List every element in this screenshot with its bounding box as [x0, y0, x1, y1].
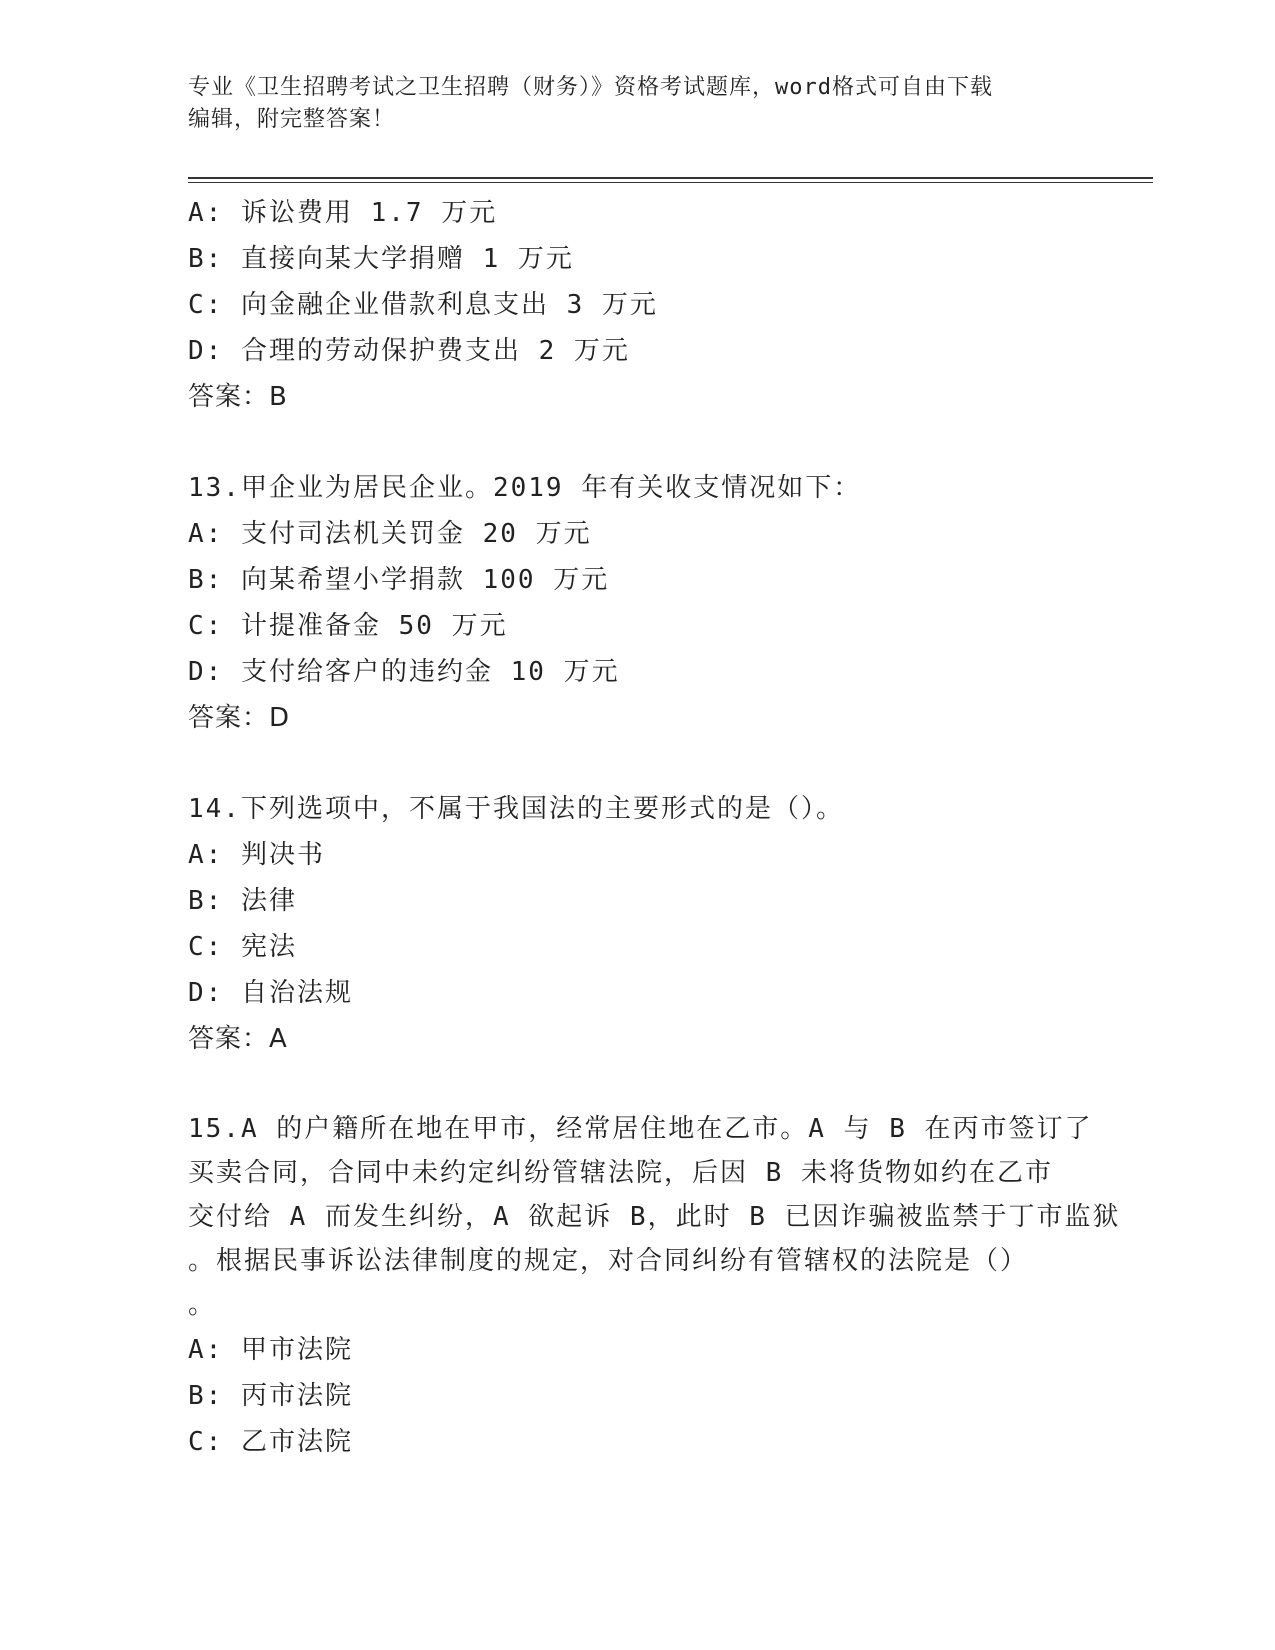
question-15: [188, 1107, 1121, 1465]
document-header: [188, 72, 1068, 136]
answer: 答案：A: [188, 1024, 288, 1054]
spacer: [188, 1062, 1088, 1107]
question-14: [188, 786, 1088, 1062]
question-text: 14.下列选项中，不属于我国法的主要形式的是（）。: [188, 794, 844, 824]
spacer: [188, 741, 1088, 786]
question-text-line-3: 交付给 A 而发生纠纷，A 欲起诉 B，此时 B 已因诈骗被监禁于丁市监狱: [188, 1202, 1121, 1232]
option-b: B: 丙市法院: [188, 1381, 353, 1411]
answer: 答案：D: [188, 703, 291, 733]
option-a: A: 判决书: [188, 840, 325, 870]
option-c: C: 宪法: [188, 932, 297, 962]
spacer: [188, 420, 1088, 465]
answer: 答案：B: [188, 382, 288, 412]
header-line-2: 编辑，附完整答案！: [188, 107, 396, 132]
header-divider-thick: [188, 177, 1153, 179]
question-content: [188, 190, 1121, 1465]
option-b: B: 向某希望小学捐款 100 万元: [188, 565, 610, 595]
question-13: [188, 465, 1088, 741]
question-text-line-4: 。根据民事诉讼法律制度的规定，对合同纠纷有管辖权的法院是（）: [188, 1246, 1029, 1276]
option-d: D: 合理的劳动保护费支出 2 万元: [188, 336, 630, 366]
option-c: C: 向金融企业借款利息支出 3 万元: [188, 290, 658, 320]
option-b: B: 直接向某大学捐赠 1 万元: [188, 244, 574, 274]
option-c: C: 乙市法院: [188, 1427, 353, 1457]
option-a: A: 支付司法机关罚金 20 万元: [188, 519, 592, 549]
header-line-1: 专业《卫生招聘考试之卫生招聘（财务）》资格考试题库，word格式可自由下载: [188, 75, 993, 100]
option-b: B: 法律: [188, 886, 297, 916]
question-text: 13.甲企业为居民企业。2019 年有关收支情况如下：: [188, 473, 862, 503]
option-d: D: 自治法规: [188, 978, 353, 1008]
question-12: [188, 190, 1088, 420]
question-text-line-2: 买卖合同，合同中未约定纠纷管辖法院，后因 B 未将货物如约在乙市: [188, 1158, 1053, 1188]
option-a: A: 诉讼费用 1.7 万元: [188, 198, 498, 228]
option-a: A: 甲市法院: [188, 1335, 353, 1365]
option-c: C: 计提准备金 50 万元: [188, 611, 508, 641]
header-divider-thin: [188, 182, 1153, 183]
question-text-line-5: 。: [188, 1290, 217, 1320]
question-text-line-1: 15.A 的户籍所在地在甲市，经常居住地在乙市。A 与 B 在丙市签订了: [188, 1114, 1093, 1144]
option-d: D: 支付给客户的违约金 10 万元: [188, 657, 620, 687]
